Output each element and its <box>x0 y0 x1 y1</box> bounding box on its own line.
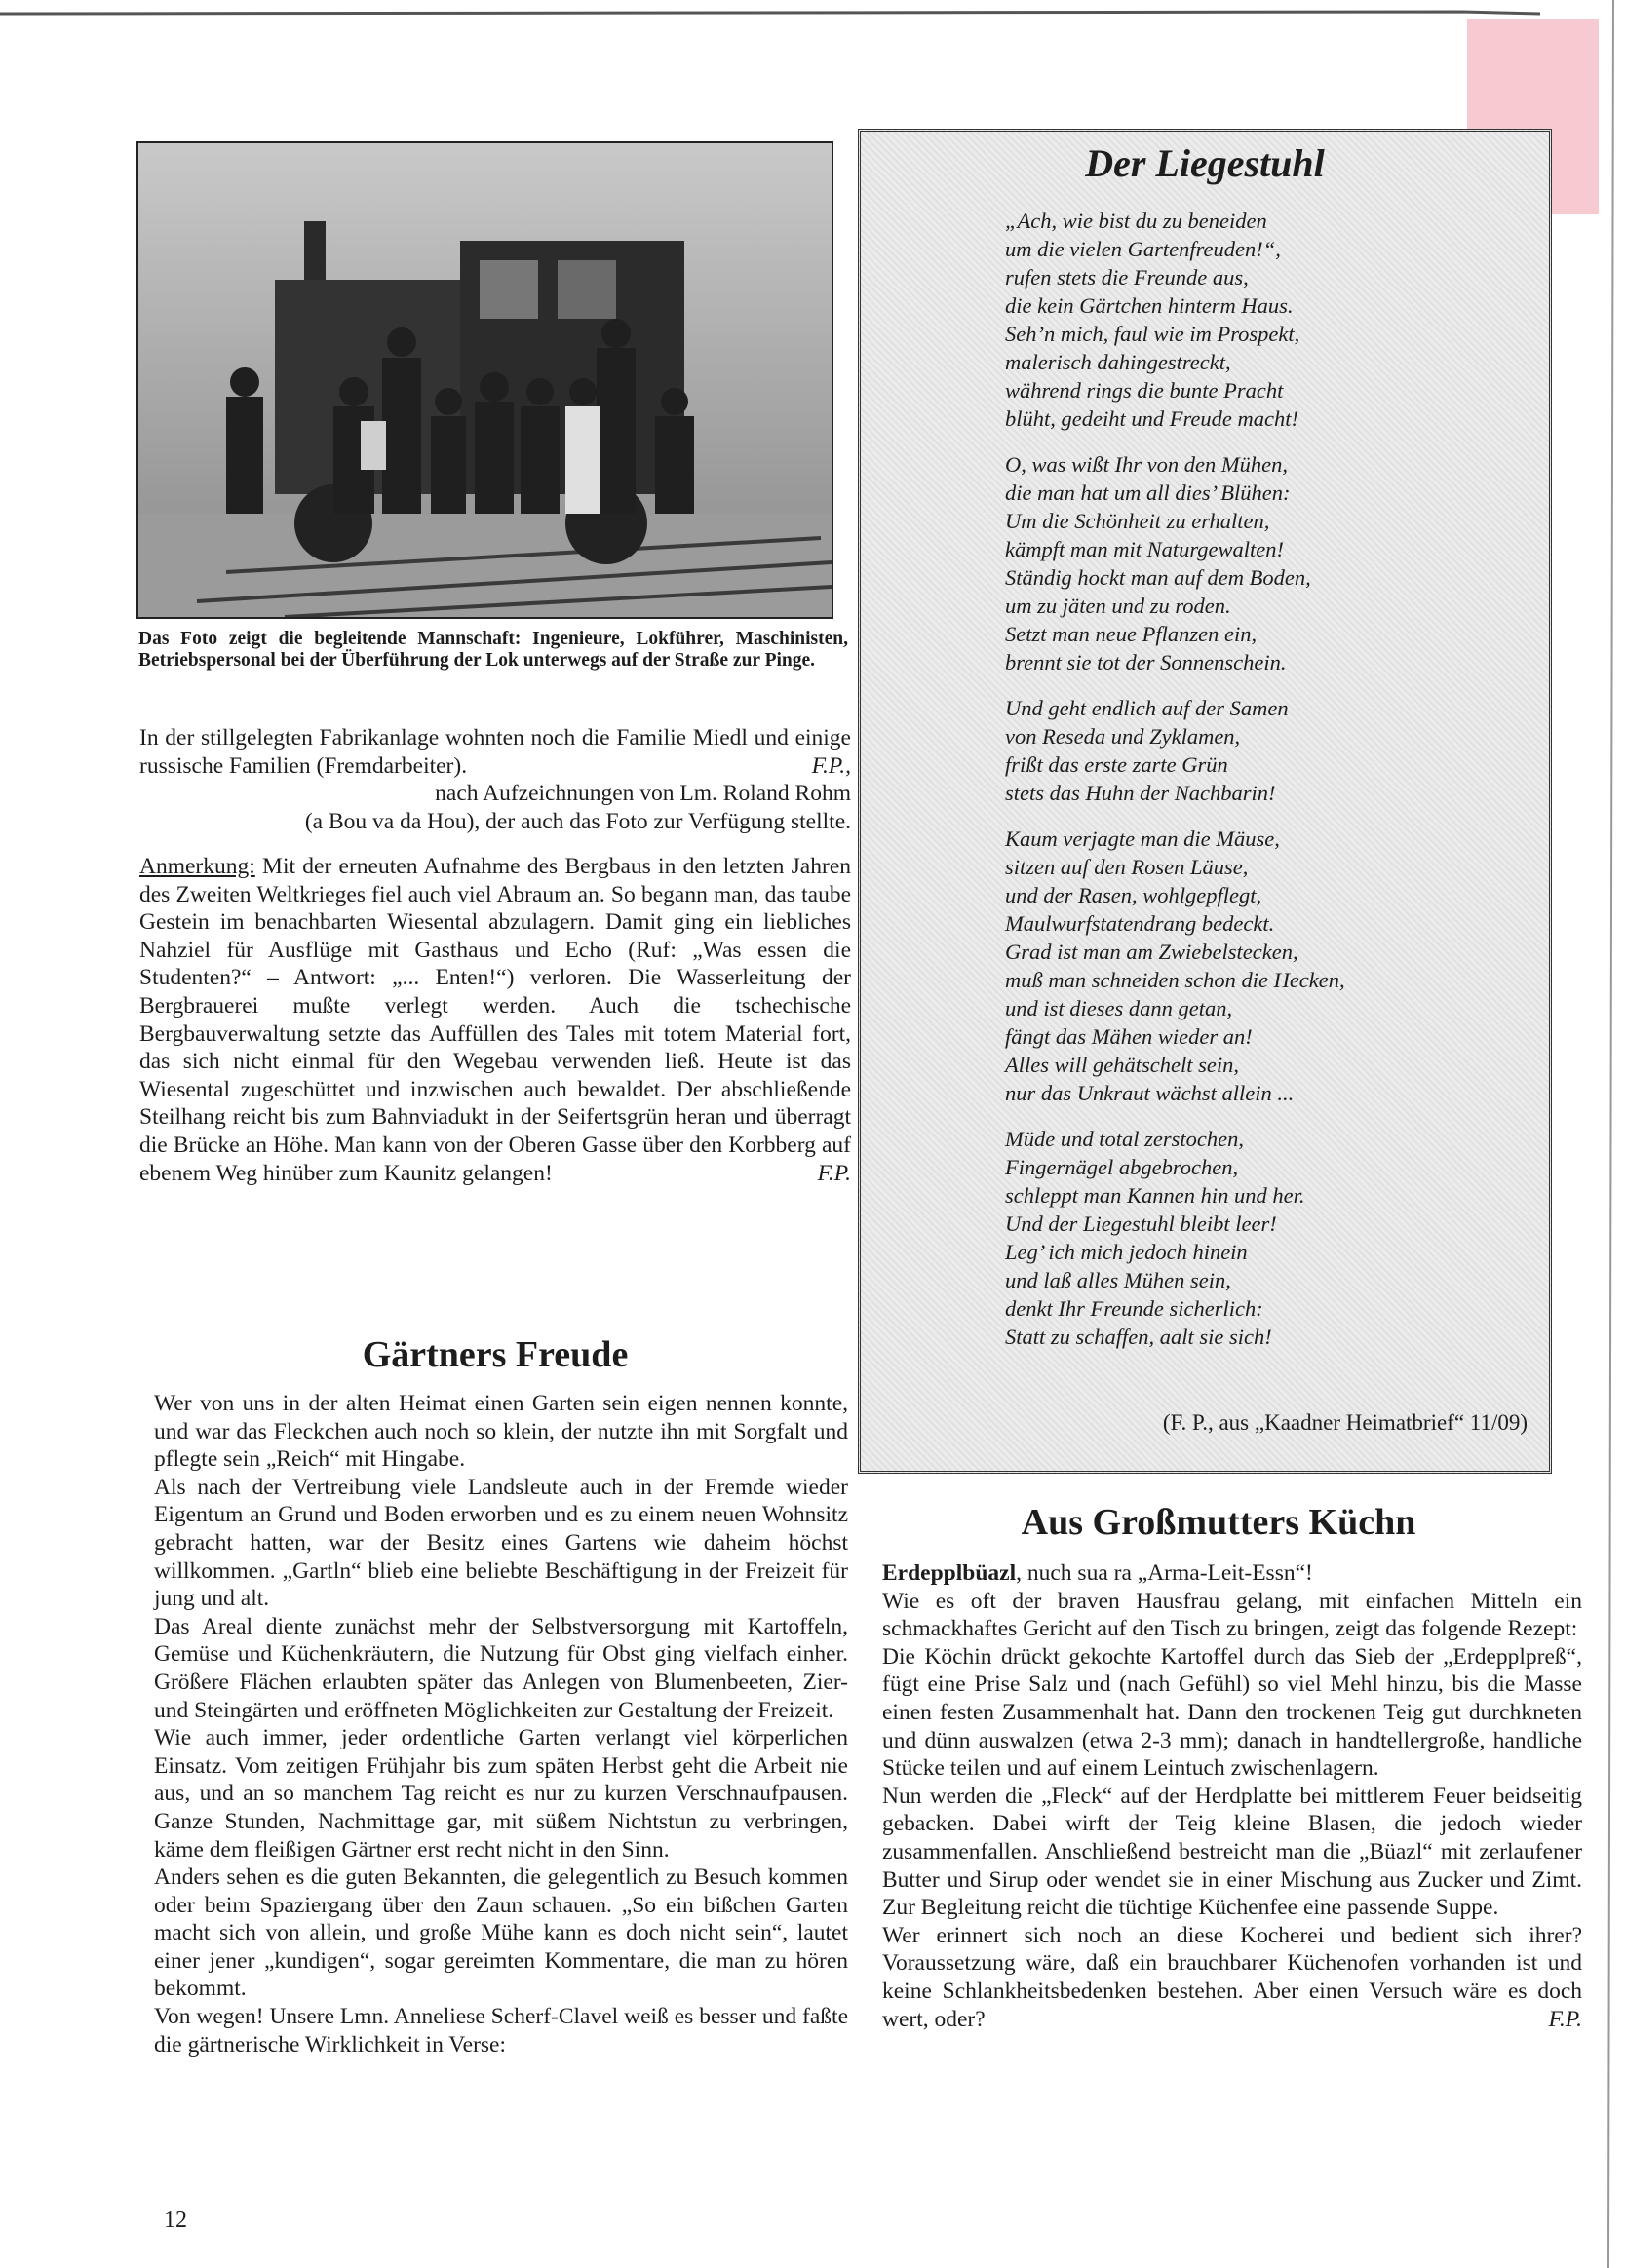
poem-line: frißt das erste zarte Grün <box>1005 752 1228 777</box>
kuechn-paragraph: Wie es oft der braven Hausfrau gelang, mit einfachen Mitteln ein schmackhaftes Gericht auf den Tisch zu bringen, zeigt das folgende Rezept: <box>882 1588 1582 1642</box>
poem-line: Und geht endlich auf der Samen <box>1005 696 1289 720</box>
gaertners-paragraph: Anders sehen es die guten Bekannten, die gelegentlich zu Besuch kommen oder beim Spaziergang über den Zaun schauen. „So ein bißchen Garten macht sich von allein, und große Mühe kann es doch nicht sein“, lautet einer jener „kundigen“, sogar gereimten Kommentare, die man zu hören bekommt. <box>154 1864 848 2002</box>
poem-line: schleppt man Kannen hin und her. <box>1005 1183 1305 1208</box>
note-signature: F.P. <box>817 1160 851 1186</box>
poem-line: die kein Gärtchen hinterm Haus. <box>1005 293 1294 318</box>
kuechn-body <box>882 1559 1582 2033</box>
poem-line: Müde und total zerstochen, <box>1005 1127 1244 1151</box>
poem-stanza <box>1005 207 1531 433</box>
poem-line: von Reseda und Zyklamen, <box>1005 724 1241 749</box>
liegestuhl-poem-box <box>858 129 1552 1474</box>
credit-line-1: nach Aufzeichnungen von Lm. Roland Rohm <box>435 781 851 807</box>
poem-line: Um die Schönheit zu erhalten, <box>1005 509 1270 533</box>
poem-line: Grad ist man am Zwiebelstecken, <box>1005 940 1298 964</box>
poem-line: stets das Huhn der Nachbarin! <box>1005 781 1276 805</box>
poem-line: Seh’n mich, faul wie im Prospekt, <box>1005 322 1300 346</box>
poem-line: malerisch dahingestreckt, <box>1005 350 1231 374</box>
poem-line: um zu jäten und zu roden. <box>1005 594 1231 618</box>
recipe-name: Erdepplbüazl <box>882 1560 1017 1586</box>
poem-stanza <box>1005 694 1531 807</box>
credit-line-2: (a Bou va da Hou), der auch das Foto zur Verfügung stellte. <box>304 808 851 834</box>
poem-stanza <box>1005 1125 1531 1351</box>
poem-line: brennt sie tot der Sonnenschein. <box>1005 650 1287 674</box>
gaertners-paragraph: Wie auch immer, jeder ordentliche Garten verlangt viel körperlichen Einsatz. Vom zeitigen Frühjahr bis zum späten Herbst geht die Arbeit nie aus, und an so manchem Tag reicht es nur zu kurzen Verschnaufpausen. Ganze Stunden, Nachmittage gar, mit süßem Nichtstun zu verbringen, käme dem fleißigen Gärtner erst recht nicht in den Sinn. <box>154 1725 848 1863</box>
photo-caption: Das Foto zeigt die begleitende Mannschaft: Ingenieure, Lokführer, Maschinisten, Betriebspersonal bei der Überführung der Lok unterwegs auf der Straße zur Pinge. <box>138 629 848 671</box>
gaertners-paragraph: Von wegen! Unsere Lmn. Anneliese Scherf-Clavel weiß es besser und faßte die gärtnerische Wirklichkeit in Verse: <box>154 2004 848 2057</box>
poem-line: „Ach, wie bist du zu beneiden <box>1005 209 1267 233</box>
kuechn-heading: Aus Großmutters Küchn <box>1021 1502 1416 1543</box>
gaertners-freude-heading: Gärtners Freude <box>362 1334 629 1375</box>
poem-line: Und der Liegestuhl bleibt leer! <box>1005 1211 1277 1236</box>
gaertners-paragraph: Wer von uns in der alten Heimat einen Garten sein eigen nennen konnte, und war das Fleckchen auch noch so klein, der nutzte ihn mit Sorgfalt und pflegte sein „Reich“ mit Hingabe. <box>154 1391 848 1473</box>
note-text: Mit der erneuten Aufnahme des Bergbaus in den letzten Jahren des Zweiten Weltkrieges fiel auch viel Abraum an. So begann man, das taube Gestein im benachbarten Wiesental abzulagern. Damit ging ein liebliches Nahziel für Ausflüge mit Gasthaus und Echo (Ruf: „Was essen die Studenten?“ – Antwort: „... Enten!“) verloren. Die Wasserleitung der Bergbrauerei mußte verlegt werden. Auch die tschechische Bergbauverwaltung setzte das Auffüllen des Tales mit totem Material fort, das sich nicht einmal für den Wegebau verwenden ließ. Heute ist das Wiesental zugeschüttet und inzwischen auch bewaldet. Der abschließende Steilhang reicht bis zum Bahnviadukt in der Seifertsgrün heran und überragt die Brücke an Höhe. Man kann von der Oberen Gasse über den Korbberg auf ebenem Weg hinüber zum Kaunitz gelangen! <box>139 854 851 1186</box>
intro-block <box>139 724 851 835</box>
gaertners-paragraph: Als nach der Vertreibung viele Landsleute auch in der Fremde wieder Eigentum an Grund und Boden erworben und es zu einem neuen Wohnsitz gebracht hatten, war der Besitz eines Gartens wie daheim höchst willkommen. „Gartln“ blieb eine beliebte Beschäftigung in der Freizeit für jung und alt. <box>154 1474 848 1612</box>
poem-line: sitzen auf den Rosen Läuse, <box>1005 855 1249 879</box>
poem-line: und ist dieses dann getan, <box>1005 996 1233 1020</box>
poem-line: Setzt man neue Pflanzen ein, <box>1005 622 1258 646</box>
kuechn-paragraph: Wer erinnert sich noch an diese Kocherei und bedient sich ihrer? Voraussetzung wäre, daß ein brauchbarer Küchenofen vorhanden ist und keine Schlankheitsbedenken bestehen. Aber einen Versuch wäre es doch wert, oder? <box>882 1922 1582 2032</box>
page-number: 12 <box>164 2208 187 2233</box>
kuechn-signature: F.P. <box>1548 2006 1582 2032</box>
note-block <box>139 853 851 1187</box>
locomotive-crew-photo <box>136 141 833 619</box>
recipe-subtitle: , nuch sua ra „Arma-Leit-Essn“! <box>1016 1560 1313 1586</box>
poem-line: und der Rasen, wohlgepflegt, <box>1005 883 1262 907</box>
poem-line: O, was wißt Ihr von den Mühen, <box>1005 452 1288 477</box>
poem-line: Alles will gehätschelt sein, <box>1005 1053 1239 1077</box>
poem-line: nur das Unkraut wächst allein ... <box>1005 1081 1295 1105</box>
poem-line: blüht, gedeiht und Freude macht! <box>1005 406 1298 431</box>
poem-line: muß man schneiden schon die Hecken, <box>1005 968 1345 992</box>
poem-stanza <box>1005 825 1531 1107</box>
poem-line: denkt Ihr Freunde sicherlich: <box>1005 1296 1263 1321</box>
poem-stanza <box>1005 450 1531 676</box>
kuechn-paragraph: Die Köchin drückt gekochte Kartoffel durch das Sieb der „Erdepplpreß“, fügt eine Prise Salz und (nach Gefühl) so viel Mehl hinzu, bis die Masse einen festen Zusammenhalt hat. Dann den trockenen Teig gut durchkneten und dünn auswalzen (etwa 2-3 mm); danach in handtellergroße, handliche Stücke teilen und auf einem Leintuch zwischenlagern. <box>882 1643 1582 1782</box>
poem-title: Der Liegestuhl <box>1085 141 1325 185</box>
poem-line: rufen stets die Freunde aus, <box>1005 265 1249 289</box>
poem-line: und laß alles Mühen sein, <box>1005 1268 1231 1292</box>
poem-source: (F. P., aus „Kaadner Heimatbrief“ 11/09) <box>1162 1410 1528 1435</box>
poem-line: während rings die bunte Pracht <box>1005 378 1284 403</box>
note-label: Anmerkung: <box>139 854 255 879</box>
poem-line: Statt zu schaffen, aalt sie sich! <box>1005 1325 1272 1349</box>
kuechn-paragraph: Nun werden die „Fleck“ auf der Herdplatte bei mittlerem Feuer beidseitig gebacken. Dabei wirft der Teig kleine Blasen, die jedoch wieder zusammenfallen. Anschließend bestreicht man die „Büazl“ mit zerlaufener Butter und Sirup oder wendet sie in einer Mischung aus Zucker und Zimt. Zur Begleitung reicht die tüchtige Küchenfee eine passende Suppe. <box>882 1783 1582 1921</box>
poem-line: um die vielen Gartenfreuden!“, <box>1005 237 1281 261</box>
intro-text: In der stillgelegten Fabrikanlage wohnten noch die Familie Miedl und einige russische Familien (Fremdarbeiter). <box>139 725 851 779</box>
gaertners-paragraph: Das Areal diente zunächst mehr der Selbstversorgung mit Kartoffeln, Gemüse und Küchenkräutern, die Nutzung für Obst ging vielfach einher. Größere Flächen erlaubten später das Anlegen von Blumenbeeten, Zier- und Steingärten und eröffneten Möglichkeiten zur Gestaltung der Freizeit. <box>154 1613 848 1723</box>
poem-line: die man hat um all dies’ Blühen: <box>1005 481 1291 505</box>
poem-text <box>1005 207 1531 1368</box>
poem-line: kämpft man mit Naturgewalten! <box>1005 537 1285 561</box>
gaertners-freude-body <box>154 1390 848 2058</box>
poem-line: Leg’ ich mich jedoch hinein <box>1005 1240 1248 1264</box>
poem-line: Kaum verjagte man die Mäuse, <box>1005 826 1280 851</box>
intro-signature: F.P., <box>811 752 851 779</box>
poem-line: Ständig hockt man auf dem Boden, <box>1005 565 1311 590</box>
poem-line: Fingernägel abgebrochen, <box>1005 1155 1239 1179</box>
poem-line: fängt das Mähen wieder an! <box>1005 1024 1253 1049</box>
poem-line: Maulwurfstatendrang bedeckt. <box>1005 911 1275 936</box>
